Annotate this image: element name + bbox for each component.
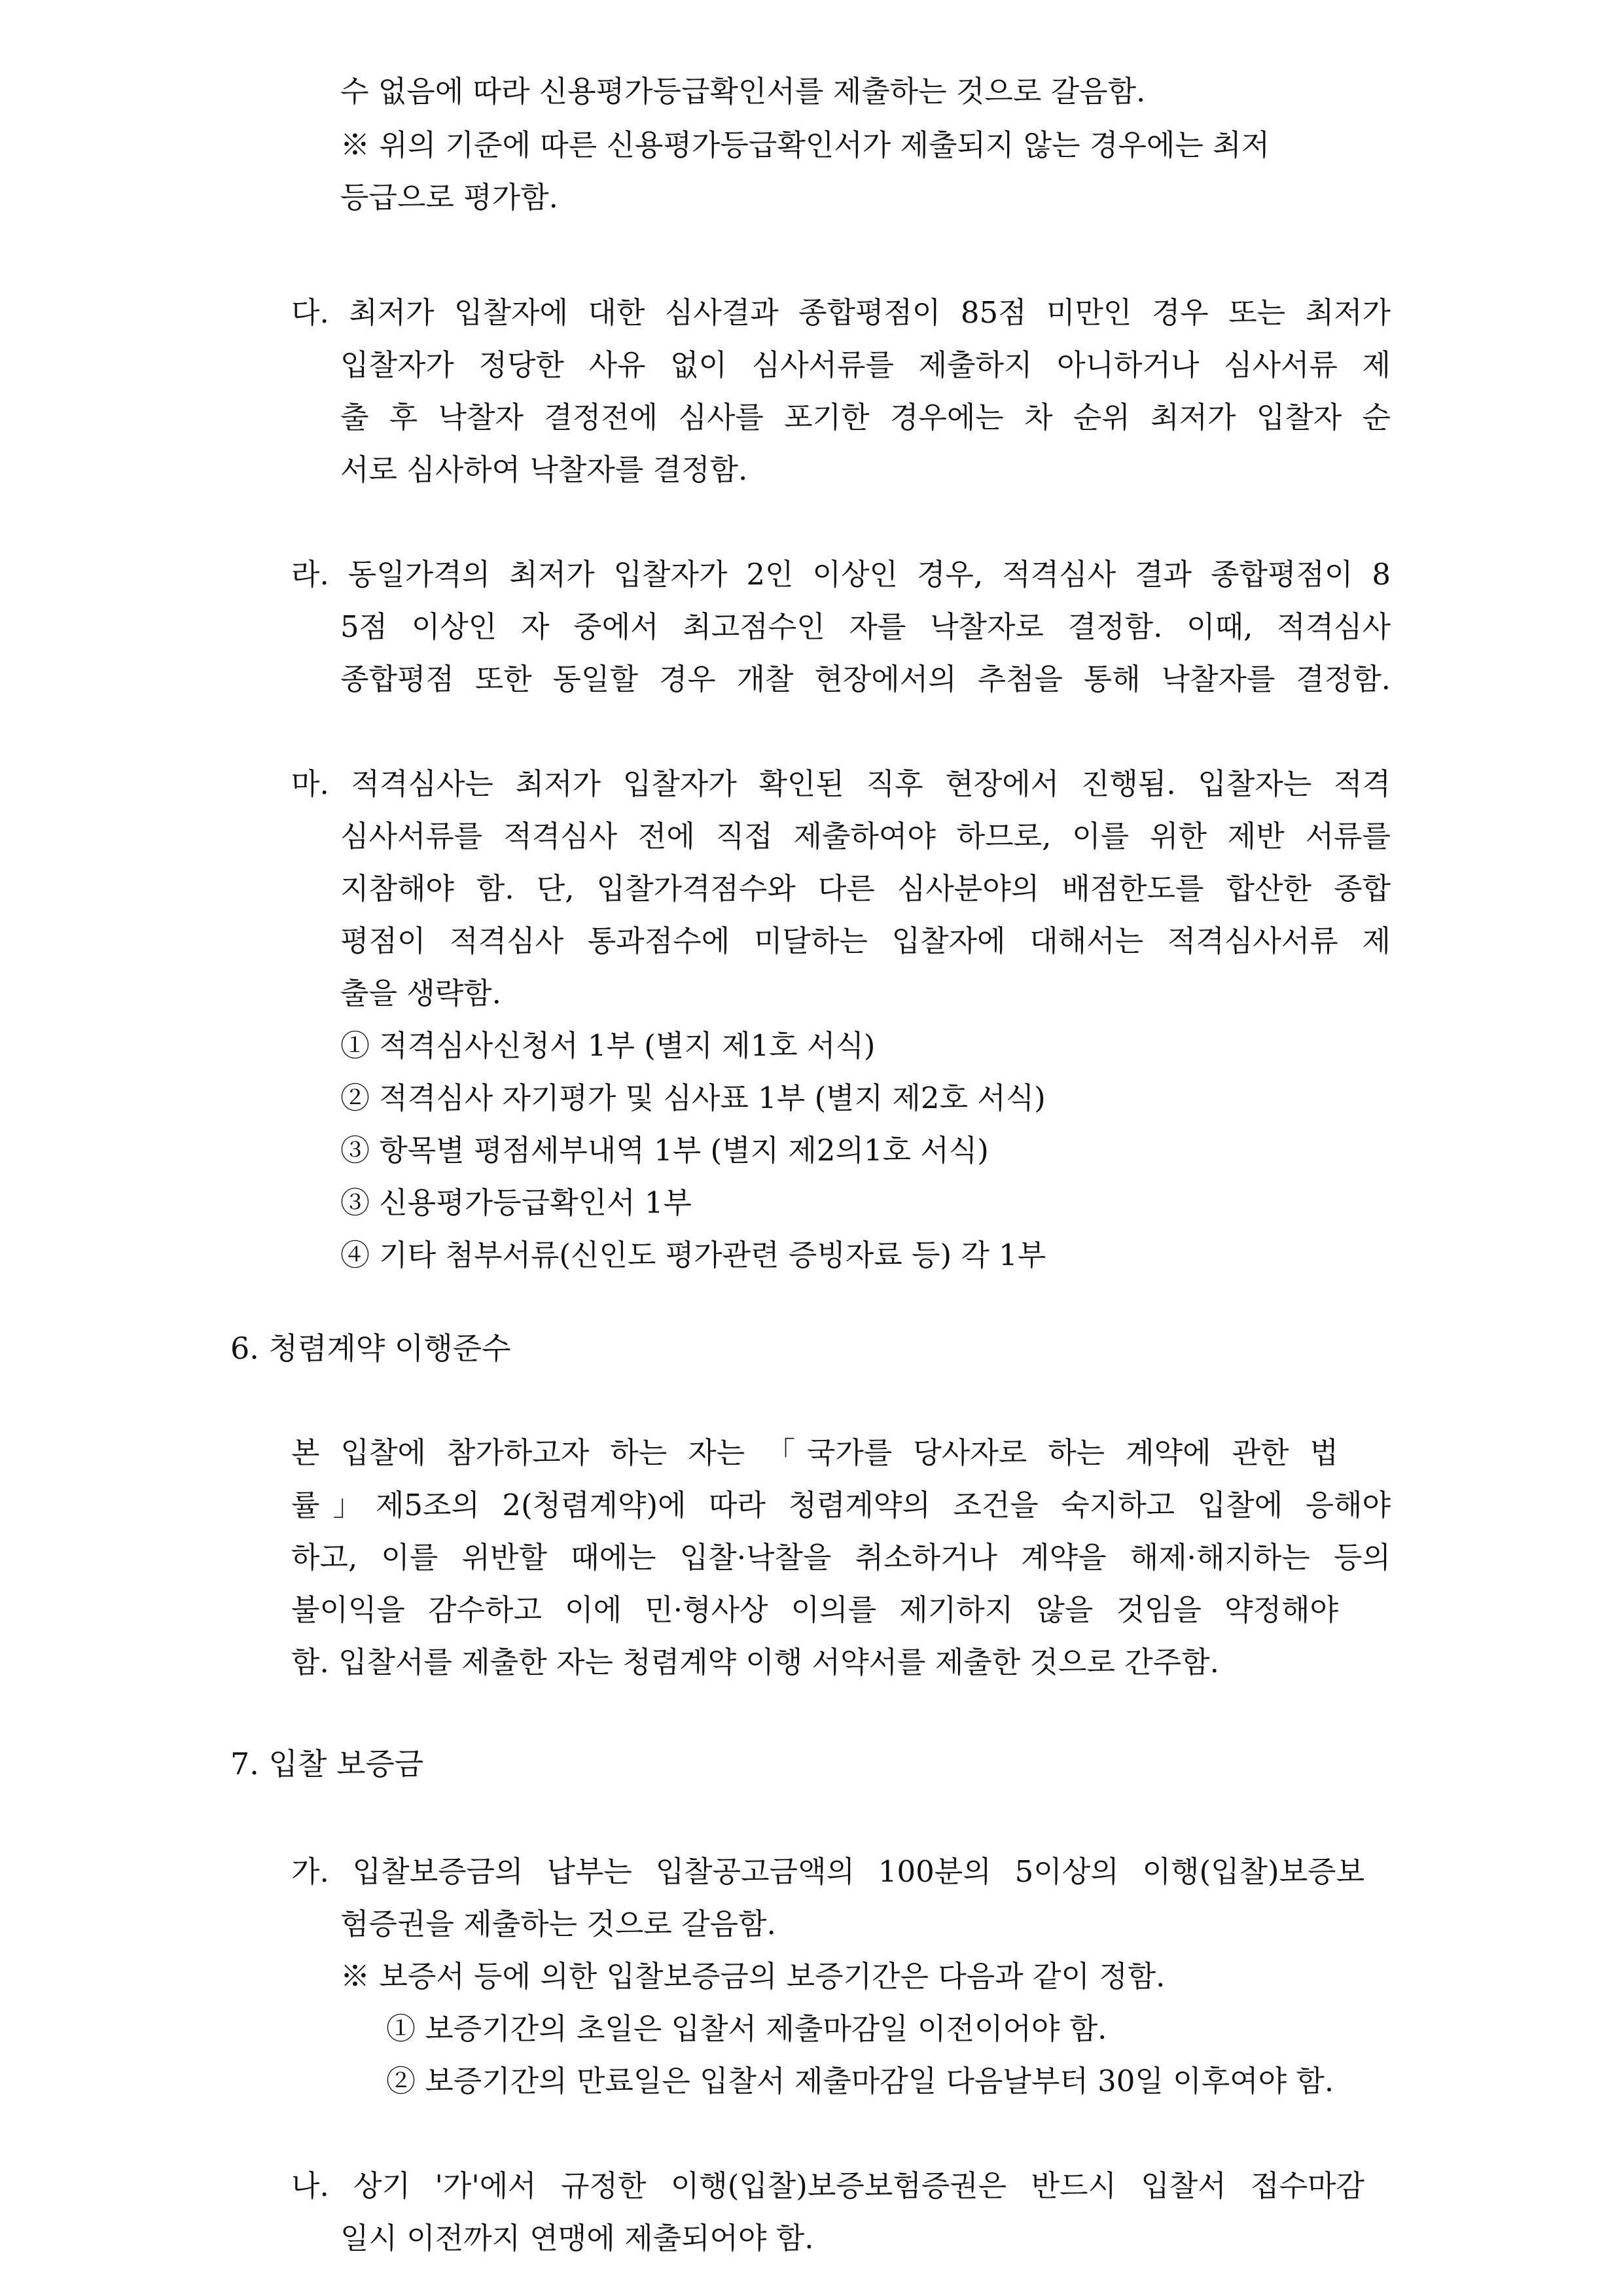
item-na-line-2: 일시 이전까지 연맹에 제출되어야 함. (340, 2221, 814, 2255)
intro-line-1: 수 없음에 따라 신용평가등급확인서를 제출하는 것으로 갈음함. (340, 74, 1146, 109)
item-ra-line-3: 종합평점 또한 동일할 경우 개찰 현장에서의 추첨을 통해 낙찰자를 결정함. (340, 662, 1391, 696)
section-6-line-3: 하고, 이를 위반할 때에는 입찰·낙찰을 취소하거나 계약을 해제·해지하는 등의 (291, 1540, 1391, 1575)
item-na-line-1: 나. 상기 '가'에서 규정한 이행(입찰)보증보험증권은 반드시 입찰서 접수마감 (291, 2168, 1364, 2203)
item-ga-subitem: ② 보증기간의 만료일은 입찰서 제출마감일 다음날부터 30일 이후여야 함. (386, 2064, 1334, 2098)
section-6-line-2: 률」제5조의 2(청렴계약)에 따라 청렴계약의 조건을 숙지하고 입찰에 응해야 (291, 1488, 1391, 1522)
section-6-line-5: 함. 입찰서를 제출한 자는 청렴계약 이행 서약서를 제출한 것으로 간주함. (291, 1645, 1219, 1679)
intro-note-line-1: ※ 위의 기준에 따른 신용평가등급확인서가 제출되지 않는 경우에는 최저 (340, 128, 1270, 162)
item-ra-line-2: 5점 이상인 자 중에서 최고점수인 자를 낙찰자로 결정함. 이때, 적격심사 (340, 609, 1391, 644)
intro-note-line-2: 등급으로 평가함. (340, 180, 558, 215)
section-6-heading: 6. 청렴계약 이행준수 (230, 1331, 511, 1366)
item-ma-line-1: 마. 적격심사는 최저가 입찰자가 확인된 직후 현장에서 진행됨. 입찰자는 적격 (291, 766, 1391, 801)
item-ra-line-1: 라. 동일가격의 최저가 입찰자가 2인 이상인 경우, 적격심사 결과 종합평점이 8 (291, 557, 1391, 592)
section-6-line-1: 본 입찰에 참가하고자 하는 자는 「국가를 당사자로 하는 계약에 관한 법 (291, 1435, 1338, 1470)
document-list-item: ③ 항목별 평점세부내역 1부 (별지 제2의1호 서식) (340, 1133, 989, 1168)
document-list-item: ② 적격심사 자기평가 및 심사표 1부 (별지 제2호 서식) (340, 1081, 1046, 1115)
document-list-item: ④ 기타 첨부서류(신인도 평가관련 증빙자료 등) 각 1부 (340, 1238, 1046, 1272)
item-ga-subitem: ① 보증기간의 초일은 입찰서 제출마감일 이전이어야 함. (386, 2011, 1107, 2046)
item-ma-line-2: 심사서류를 적격심사 전에 직접 제출하여야 하므로, 이를 위한 제반 서류를 (340, 819, 1391, 853)
item-ma-line-5: 출을 생략함. (340, 976, 501, 1011)
item-da-line-2: 입찰자가 정당한 사유 없이 심사서류를 제출하지 아니하거나 심사서류 제 (340, 348, 1391, 382)
section-7-heading: 7. 입찰 보증금 (230, 1746, 424, 1782)
section-6-line-4: 불이익을 감수하고 이에 민·형사상 이의를 제기하지 않을 것임을 약정해야 (291, 1592, 1338, 1627)
item-da-line-3: 출 후 낙찰자 결정전에 심사를 포기한 경우에는 차 순위 최저가 입찰자 순 (340, 400, 1391, 435)
item-ga-note: ※ 보증서 등에 의한 입찰보증금의 보증기간은 다음과 같이 정함. (340, 1959, 1166, 1994)
document-list-item: ③ 신용평가등급확인서 1부 (340, 1185, 692, 1220)
item-ma-line-4: 평점이 적격심사 통과점수에 미달하는 입찰자에 대해서는 적격심사서류 제 (340, 924, 1391, 958)
item-da-line-4: 서로 심사하여 낙찰자를 결정함. (340, 452, 748, 487)
item-da-line-1: 다. 최저가 입찰자에 대한 심사결과 종합평점이 85점 미만인 경우 또는 최저가 (291, 295, 1391, 330)
document-list-item: ① 적격심사신청서 1부 (별지 제1호 서식) (340, 1028, 876, 1063)
item-ga-line-1: 가. 입찰보증금의 납부는 입찰공고금액의 100분의 5이상의 이행(입찰)보증보 (291, 1854, 1364, 1889)
item-ga-line-2: 험증권을 제출하는 것으로 갈음함. (340, 1907, 776, 1941)
item-ma-line-3: 지참해야 함. 단, 입찰가격점수와 다른 심사분야의 배점한도를 합산한 종합 (340, 871, 1391, 906)
